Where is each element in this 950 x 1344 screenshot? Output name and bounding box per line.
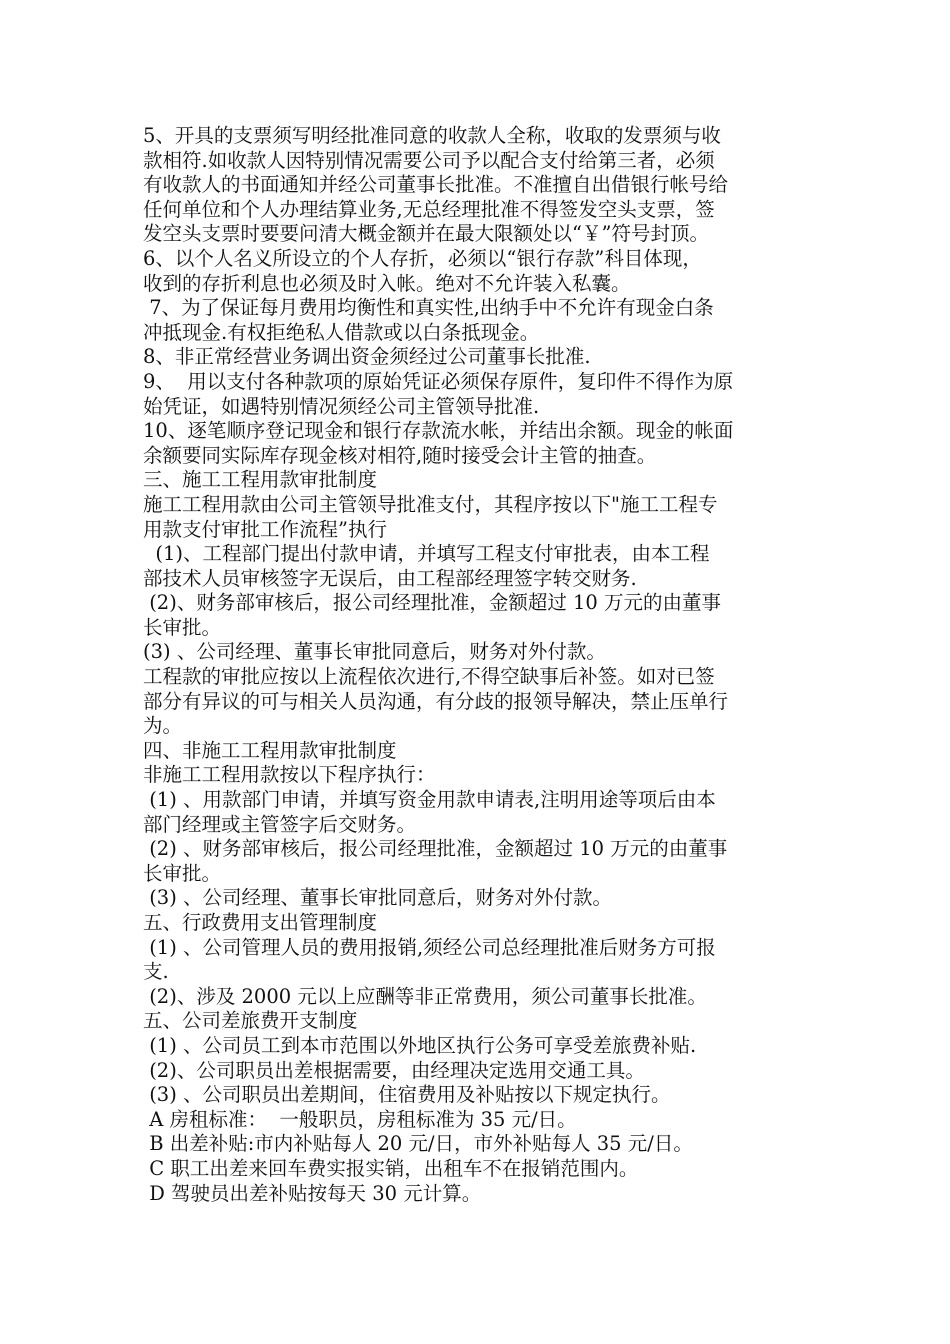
section-heading: 三、施工工程用款审批制度 — [143, 468, 378, 492]
text-line: (1)、工程部门提出付款申请，并填写工程支付审批表，由本工程 — [143, 542, 710, 566]
text-line: (2)、公司职员出差根据需要，由经理决定选用交通工具。 — [143, 1058, 645, 1082]
text-line: 为。 — [143, 714, 183, 738]
text-line: 余额要同实际库存现金核对相符,随时接受会计主管的抽查。 — [143, 443, 657, 467]
text-line: A 房租标准： 一般职员，房租标准为 35 元/日。 — [143, 1107, 577, 1131]
text-line: D 驾驶员出差补贴按每天 30 元计算。 — [143, 1181, 482, 1205]
text-line: 部门经理或主管签字后交财务。 — [143, 812, 417, 836]
text-line: 施工工程用款由公司主管领导批准支付，其程序按以下"施工工程专 — [143, 492, 718, 516]
text-line: 工程款的审批应按以上流程依次进行,不得空缺事后补签。如对已签 — [143, 665, 715, 689]
text-line: 部分有异议的可与相关人员沟通，有分歧的报领导解决，禁止压单行 — [143, 689, 729, 713]
text-line: 支. — [143, 960, 169, 984]
text-line: 5、开具的支票须写明经批准同意的收款人全称，收取的发票须与收 — [143, 124, 721, 147]
text-line: (2) 、财务部审核后，报公司经理批准，金额超过 10 万元的由董事 — [143, 837, 728, 861]
text-line: 发空头支票时要要问清大概金额并在最大限额处以“￥”符号封顶。 — [143, 222, 709, 246]
text-line: 收到的存折利息也必须及时入帐。绝对不允许装入私囊。 — [143, 271, 631, 295]
text-line: 冲抵现金.有权拒绝私人借款或以白条抵现金。 — [143, 320, 540, 344]
text-line: 非施工工程用款按以下程序执行： — [143, 763, 436, 787]
section-heading: 四、非施工工程用款审批制度 — [143, 738, 397, 762]
text-line: 始凭证，如遇特别情况须经公司主管领导批准. — [143, 394, 540, 418]
text-line: B 出差补贴:市内补贴每人 20 元/日，市外补贴每人 35 元/日。 — [143, 1132, 693, 1156]
text-line: 9、 用以支付各种款项的原始凭证必须保存原件，复印件不得作为原 — [143, 369, 734, 393]
text-line: (3) 、公司经理、董事长审批同意后，财务对外付款。 — [143, 886, 613, 910]
text-line: (1) 、用款部门申请，并填写资金用款申请表,注明用途等项后由本 — [143, 788, 716, 812]
text-line: 任何单位和个人办理结算业务,无总经理批准不得签发空头支票，签 — [143, 197, 715, 221]
document-page — [143, 124, 815, 1206]
text-line: (3) 、公司职员出差期间，住宿费用及补贴按以下规定执行。 — [143, 1083, 671, 1107]
section-heading: 五、公司差旅费开支制度 — [143, 1009, 358, 1033]
text-line: (2)、涉及 2000 元以上应酬等非正常费用，须公司董事长批准。 — [143, 984, 707, 1008]
text-line: 7、为了保证每月费用均衡性和真实性,出纳手中不允许有现金白条 — [143, 296, 714, 320]
text-line: (3) 、公司经理、董事长审批同意后，财务对外付款。 — [143, 640, 606, 664]
text-line: (1) 、公司管理人员的费用报销,须经公司总经理批准后财务方可报 — [143, 935, 716, 959]
text-line: (2)、财务部审核后，报公司经理批准，金额超过 10 万元的由董事 — [143, 591, 722, 615]
text-line: C 职工出差来回车费实报实销，出租车不在报销范围内。 — [143, 1156, 639, 1180]
text-line: (1) 、公司员工到本市范围以外地区执行公务可享受差旅费补贴. — [143, 1033, 697, 1057]
text-line: 部技术人员审核签字无误后，由工程部经理签字转交财务. — [143, 566, 637, 590]
text-line: 有收款人的书面通知并经公司董事长批准。不准擅自出借银行帐号给 — [143, 173, 729, 197]
section-heading: 五、行政费用支出管理制度 — [143, 911, 378, 934]
text-line: 用款支付审批工作流程”执行 — [143, 517, 387, 541]
text-line: 长审批。 — [143, 861, 222, 885]
text-line: 款相符.如收款人因特别情况需要公司予以配合支付给第三者，必须 — [143, 148, 715, 172]
text-line: 8、非正常经营业务调出资金须经过公司董事长批准. — [143, 345, 591, 369]
text-line: 6、以个人名义所设立的个人存折，必须以“银行存款”科目体现， — [143, 246, 702, 270]
text-line: 长审批。 — [143, 615, 222, 639]
text-line: 10、逐笔顺序登记现金和银行存款流水帐，并结出余额。现金的帐面 — [143, 419, 734, 443]
